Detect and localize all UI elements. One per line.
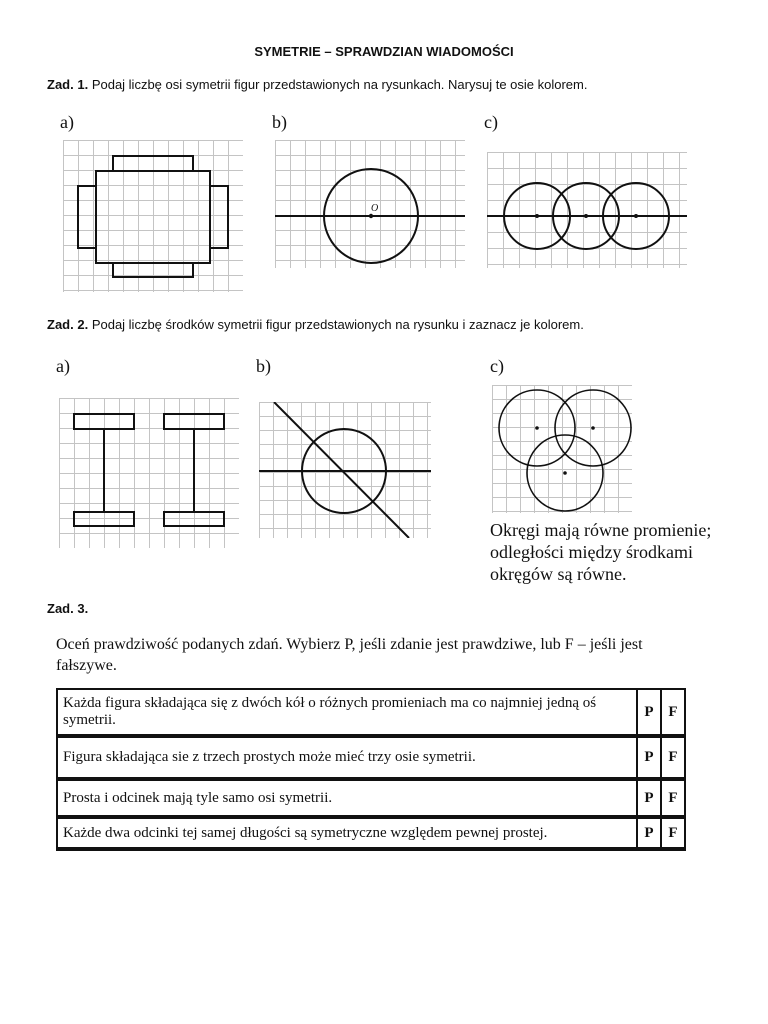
table-row bbox=[57, 817, 685, 849]
task2-text: Podaj liczbę środków symetrii figur przedstawionych na rysunku i zaznacz je kolorem. bbox=[91, 317, 584, 332]
caption-line-1: Okręgi mają równe promienie; bbox=[490, 520, 712, 540]
task2-instruction bbox=[47, 317, 584, 332]
task3-intro: Oceń prawdziwość podanych zdań. Wybierz P, jeśli zdanie jest prawdziwe, lub F – jeśli jest fałszywe. bbox=[56, 636, 643, 674]
task1-label-b: b) bbox=[272, 112, 287, 132]
option-p[interactable]: P bbox=[637, 817, 661, 849]
figure-2c-three-circles bbox=[492, 385, 632, 513]
option-f[interactable]: F bbox=[661, 689, 685, 736]
task3-label: Zad. 3. bbox=[47, 601, 89, 616]
task2-label-a: a) bbox=[56, 356, 70, 376]
task1-instruction bbox=[47, 77, 587, 92]
figure-1a-rectangles bbox=[63, 140, 243, 292]
option-f[interactable]: F bbox=[661, 779, 685, 817]
task1-text: Podaj liczbę osi symetrii figur przedstawionych na rysunkach. Narysuj te osie kolorem. bbox=[91, 77, 588, 92]
table-row bbox=[57, 736, 685, 779]
true-false-table bbox=[56, 688, 686, 851]
table-row bbox=[57, 689, 685, 736]
statement-text: Prosta i odcinek mają tyle samo osi symetrii. bbox=[57, 779, 637, 817]
table-row bbox=[57, 779, 685, 817]
page-title: SYMETRIE – SPRAWDZIAN WIADOMOŚCI bbox=[254, 44, 514, 59]
statement-text: Każda figura składająca się z dwóch kół o różnych promieniach ma co najmniej jedną oś symetrii. bbox=[57, 689, 637, 736]
option-p[interactable]: P bbox=[637, 779, 661, 817]
statement-text: Figura składająca sie z trzech prostych może mieć trzy osie symetrii. bbox=[57, 736, 637, 779]
option-p[interactable]: P bbox=[637, 689, 661, 736]
figure-1b-center-point bbox=[369, 214, 373, 218]
figure-1a-right-rect bbox=[210, 186, 228, 248]
statement-text: Każde dwa odcinki tej samej długości są symetryczne względem pewnej prostej. bbox=[57, 817, 637, 849]
task2-label-c: c) bbox=[490, 356, 504, 376]
figure-1b-center-label: O bbox=[371, 203, 379, 214]
caption-line-3: okręgów są równe. bbox=[490, 564, 627, 584]
task1-label-a: a) bbox=[60, 112, 74, 132]
task2-label: Zad. 2. bbox=[47, 317, 89, 332]
task1-label-c: c) bbox=[484, 112, 498, 132]
figure-1c-three-circles bbox=[487, 152, 687, 268]
task2-label-b: b) bbox=[256, 356, 271, 376]
option-f[interactable]: F bbox=[661, 736, 685, 779]
figure-2b-circle-lines bbox=[259, 402, 431, 538]
option-p[interactable]: P bbox=[637, 736, 661, 779]
option-f[interactable]: F bbox=[661, 817, 685, 849]
figure-2a-h-shape bbox=[59, 398, 239, 548]
figure-2c-caption bbox=[490, 519, 711, 585]
task1-label: Zad. 1. bbox=[47, 77, 89, 92]
caption-line-2: odległości między środkami bbox=[490, 542, 693, 562]
figure-1b-circle bbox=[275, 140, 465, 268]
